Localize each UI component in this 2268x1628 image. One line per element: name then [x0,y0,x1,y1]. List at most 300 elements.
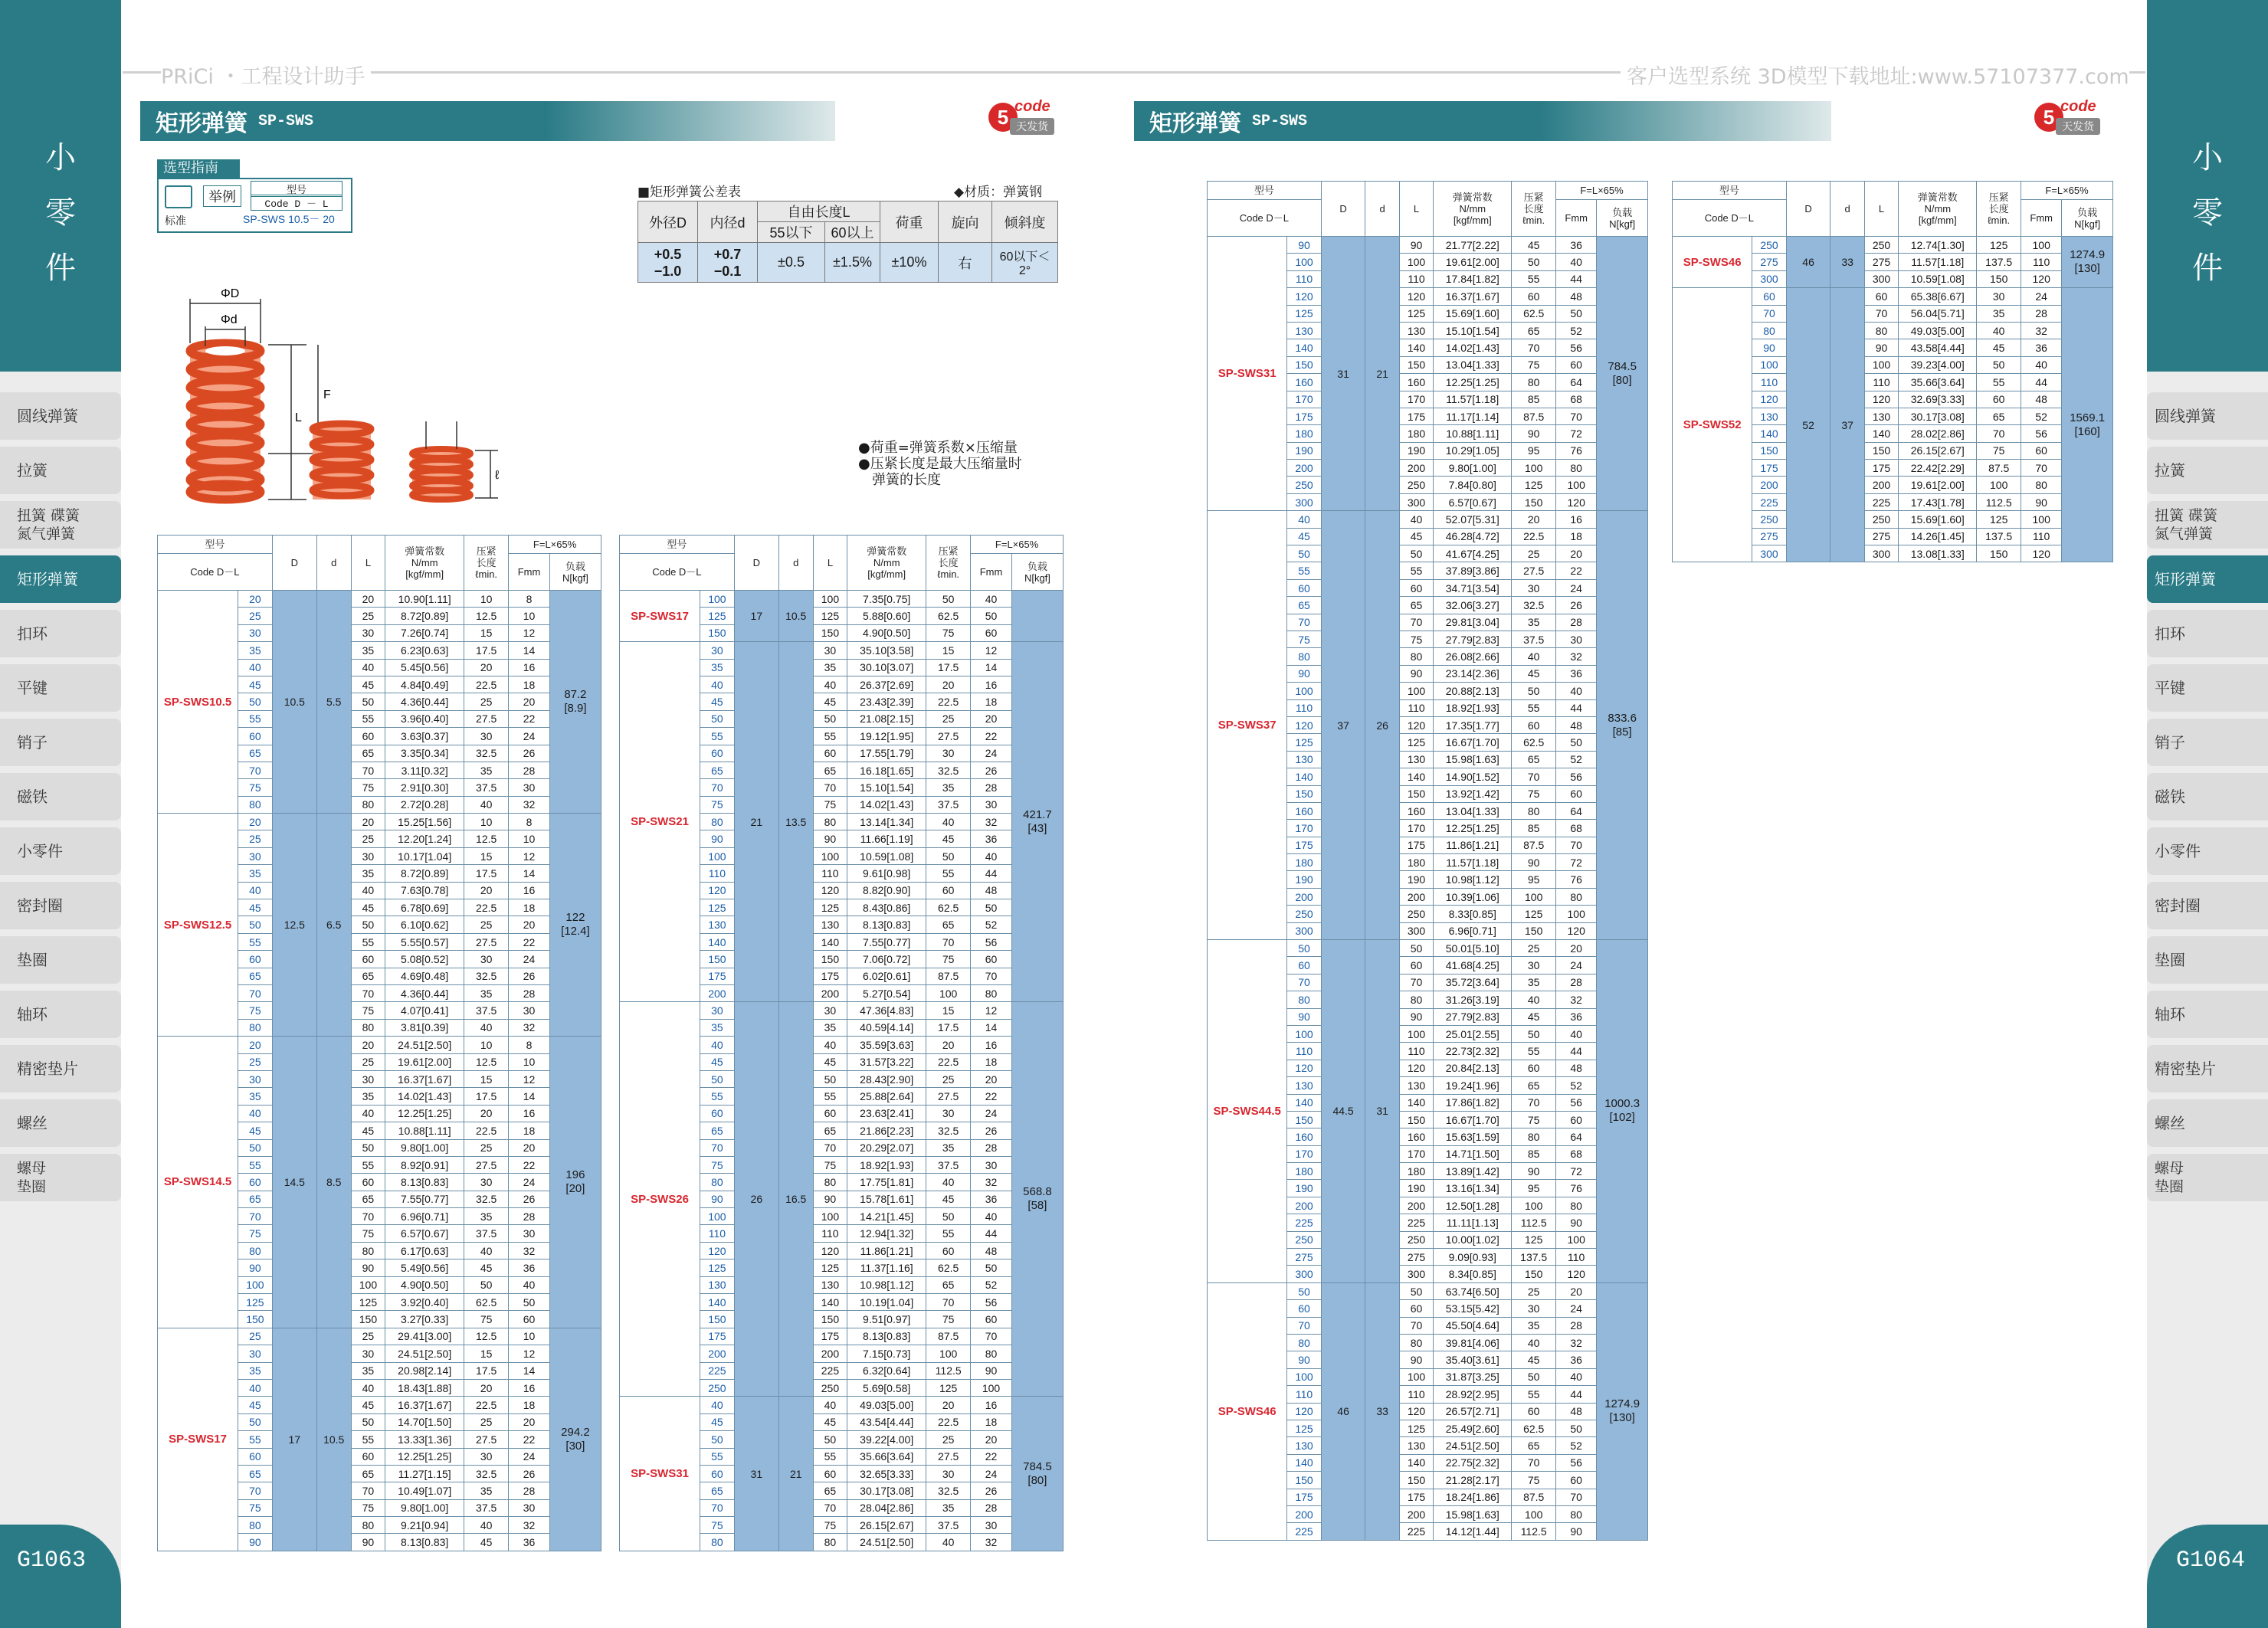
free-length: 250 [1864,237,1898,254]
free-length: 300 [1399,1266,1433,1282]
free-length: 45 [813,693,847,710]
solid-length: 50 [1977,356,2021,373]
col-Fmm: Fmm [1556,200,1597,237]
spring-constant: 20.88[2.13] [1434,683,1512,699]
left-sidebar-header [0,0,121,372]
spring-constant: 6.02[0.61] [847,968,926,984]
spring-constant: 15.69[1.60] [1434,305,1512,322]
code-length: 275 [1752,254,1786,270]
free-length: 45 [351,1397,385,1413]
code-length: 140 [1287,1094,1321,1111]
solid-length: 112.5 [926,1362,971,1379]
free-length: 140 [813,933,847,950]
free-length: 300 [1864,545,1898,562]
solid-length: 25 [926,1431,971,1448]
spring-constant: 35.59[3.63] [847,1037,926,1053]
solid-length: 55 [1977,374,2021,391]
deflection: 56 [1556,1094,1597,1111]
sidebar-item[interactable]: 矩形弹簧 [0,555,121,603]
deflection: 48 [971,882,1012,899]
solid-length: 27.5 [464,710,509,727]
free-length: 225 [1399,1523,1433,1540]
deflection: 30 [509,779,550,796]
deflection: 36 [1556,1008,1597,1025]
sidebar-item[interactable]: 磁铁 [2147,773,2268,821]
solid-length: 40 [926,1174,971,1191]
spring-constant: 14.26[1.45] [1899,528,1977,545]
solid-length: 22.5 [926,693,971,710]
free-length: 300 [1399,922,1433,939]
deflection: 48 [2021,391,2062,408]
code-length: 125 [700,899,735,916]
code-length: 225 [1287,1523,1321,1540]
code-length: 150 [1287,356,1321,373]
deflection: 22 [509,1431,550,1448]
spring-constant: 7.26[0.74] [385,624,464,641]
sidebar-item[interactable]: 扭簧 碟簧 氮气弹簧 [0,501,121,549]
code-length: 60 [1287,579,1321,596]
col-code: Code D－L [1673,200,1787,237]
deflection: 80 [971,984,1012,1001]
spring-constant: 10.88[1.11] [385,1122,464,1139]
spring-constant: 9.21[0.94] [385,1517,464,1534]
code-length: 120 [700,882,735,899]
deflection: 36 [1556,665,1597,682]
solid-length: 17.5 [464,865,509,882]
deflection: 20 [509,693,550,710]
svg-text:ΦD: ΦD [221,287,240,300]
deflection: 76 [1556,442,1597,459]
free-length: 40 [351,659,385,676]
deflection: 64 [1556,374,1597,391]
sidebar-item[interactable]: 小零件 [2147,827,2268,875]
col-D: D [272,536,316,591]
sidebar-item[interactable]: 扣环 [2147,610,2268,657]
spring-constant: 3.92[0.40] [385,1294,464,1311]
code-length: 150 [1752,442,1786,459]
solid-length: 70 [1512,339,1556,356]
code-length: 70 [700,1499,735,1516]
spring-constant: 63.74[6.50] [1434,1282,1512,1299]
code-length: 55 [238,1156,273,1173]
spring-constant: 6.10[0.62] [385,916,464,933]
free-length: 30 [351,1345,385,1362]
code-length: 200 [1752,477,1786,493]
free-length: 170 [1399,391,1433,408]
deflection: 24 [1556,1300,1597,1317]
spring-constant: 16.67[1.70] [1434,734,1512,751]
deflection: 52 [1556,751,1597,768]
free-length: 80 [1399,1335,1433,1351]
solid-length: 37.5 [926,1517,971,1534]
deflection: 32 [1556,991,1597,1008]
free-length: 70 [1864,305,1898,322]
solid-length: 32.5 [464,1465,509,1482]
deflection: 24 [509,1174,550,1191]
code-length: 150 [1287,1111,1321,1128]
sidebar-item[interactable]: 销子 [2147,719,2268,766]
code-length: 30 [700,642,735,659]
sidebar-item[interactable]: 拉簧 [0,447,121,494]
code-length: 60 [238,951,273,968]
sidebar-item[interactable]: 垫圈 [0,936,121,984]
solid-length: 22.5 [926,1053,971,1070]
spring-constant: 2.91[0.30] [385,779,464,796]
free-length: 130 [813,1276,847,1293]
deflection: 30 [509,1225,550,1242]
sidebar-item[interactable]: 精密垫片 [2147,1045,2268,1092]
solid-length: 150 [1512,922,1556,939]
solid-length: 20 [464,1379,509,1396]
solid-length: 90 [1512,854,1556,871]
spring-constant: 17.86[1.82] [1434,1094,1512,1111]
solid-length: 20 [926,1037,971,1053]
free-length: 130 [1399,1077,1433,1094]
code-length: 300 [1287,1266,1321,1282]
deflection: 16 [509,882,550,899]
free-length: 275 [1864,528,1898,545]
free-length: 110 [1399,1043,1433,1060]
free-length: 150 [1399,1472,1433,1489]
sidebar-item[interactable]: 圆线弹簧 [2147,392,2268,440]
spring-constant: 50.01[5.10] [1434,940,1512,957]
code-length: 60 [1287,1300,1321,1317]
code-length: 75 [700,796,735,813]
col-Fmm: Fmm [971,554,1012,591]
spring-constant: 18.92[1.93] [1434,699,1512,716]
deflection: 32 [971,1174,1012,1191]
code-length: 25 [238,1328,273,1345]
spring-constant: 12.25[1.25] [385,1105,464,1122]
model-code: SP-SWS12.5 [158,814,238,1037]
code-length: 80 [238,1517,273,1534]
solid-length: 10 [464,1037,509,1053]
solid-length: 35 [926,1139,971,1156]
solid-length: 45 [926,1191,971,1207]
code-length: 45 [700,1413,735,1430]
deflection: 20 [1556,545,1597,562]
deflection: 56 [1556,768,1597,785]
outer-diameter: 37 [1321,511,1365,940]
solid-length: 60 [1512,1403,1556,1420]
outer-diameter: 17 [734,591,778,642]
code-length: 170 [1287,391,1321,408]
code-length: 250 [1752,511,1786,528]
deflection: 76 [1556,871,1597,888]
solid-length: 30 [464,951,509,968]
sidebar-item[interactable]: 平键 [0,664,121,712]
deflection: 80 [1556,888,1597,905]
free-length: 175 [1399,837,1433,853]
deflection: 16 [1556,511,1597,528]
outer-diameter: 44.5 [1321,940,1365,1283]
spring-constant: 4.36[0.44] [385,984,464,1001]
inner-diameter: 31 [1365,940,1399,1283]
solid-length: 75 [926,1311,971,1328]
free-length: 100 [1864,356,1898,373]
code-length: 25 [238,1053,273,1070]
sidebar-item[interactable]: 精密垫片 [0,1045,121,1092]
solid-length: 27.5 [464,1156,509,1173]
deflection: 24 [2021,288,2062,305]
deflection: 52 [2021,408,2062,424]
spring-constant: 3.35[0.34] [385,745,464,762]
spring-constant: 5.55[0.57] [385,933,464,950]
free-length: 75 [1399,631,1433,647]
table-row [620,642,1064,659]
code-length: 30 [238,847,273,864]
spring-constant: 26.37[2.69] [847,676,926,693]
code-length: 40 [238,1379,273,1396]
free-length: 25 [351,1328,385,1345]
free-length: 130 [1399,751,1433,768]
sidebar-item[interactable]: 垫圈 [2147,936,2268,984]
free-length: 190 [1399,871,1433,888]
code-length: 190 [1287,442,1321,459]
code-length: 55 [1287,562,1321,579]
spring-constant: 37.89[3.86] [1434,562,1512,579]
left-sidebar [0,0,121,1628]
deflection: 18 [509,1397,550,1413]
deflection: 22 [1556,562,1597,579]
sidebar-item[interactable]: 密封圈 [0,882,121,929]
solid-length: 75 [1512,1472,1556,1489]
guide-type-label: 型号 [251,181,342,197]
code-length: 120 [1287,1060,1321,1076]
inner-diameter: 10.5 [316,1328,351,1551]
col-load: 负载 N[kgf] [1597,200,1648,237]
deflection: 60 [971,1311,1012,1328]
deflection: 60 [1556,1472,1597,1489]
free-length: 25 [351,1053,385,1070]
deflection: 120 [1556,922,1597,939]
free-length: 90 [351,1534,385,1551]
deflection: 40 [1556,1025,1597,1042]
sidebar-item[interactable]: 磁铁 [0,773,121,821]
spring-constant: 22.73[2.32] [1434,1043,1512,1060]
solid-length: 65 [1512,1437,1556,1454]
free-length: 35 [813,1019,847,1036]
solid-length: 87.5 [1512,408,1556,424]
spring-constant: 12.25[1.25] [385,1448,464,1465]
spring-constant: 9.80[1.00] [385,1139,464,1156]
free-length: 40 [813,1397,847,1413]
spring-constant: 4.84[0.49] [385,676,464,693]
col-L: L [813,536,847,591]
code-length: 170 [1287,1145,1321,1162]
model-code: SP-SWS17 [158,1328,238,1551]
deflection: 24 [971,1105,1012,1122]
deflection: 26 [509,1191,550,1207]
free-length: 80 [813,814,847,830]
deflection: 22 [509,1156,550,1173]
sidebar-item[interactable]: 密封圈 [2147,882,2268,929]
solid-length: 150 [1977,545,2021,562]
sidebar-item[interactable]: 螺母 垫圈 [2147,1154,2268,1201]
code-length: 160 [1287,374,1321,391]
spring-constant: 10.49[1.07] [385,1482,464,1499]
free-length: 275 [1399,1249,1433,1266]
max-load: 421.7 [43] [1011,642,1063,1002]
solid-length: 125 [1977,511,2021,528]
code-length: 130 [700,916,735,933]
solid-length: 62.5 [926,608,971,624]
deflection: 60 [2021,442,2062,459]
spring-constant: 10.59[1.08] [847,847,926,864]
solid-length: 75 [1977,442,2021,459]
code-length: 125 [1287,734,1321,751]
spring-constant: 43.58[4.44] [1899,339,1977,356]
spring-constant: 19.24[1.96] [1434,1077,1512,1094]
code-length: 100 [1287,1025,1321,1042]
right-sidebar-nav [2147,392,2268,1208]
sidebar-item[interactable]: 螺丝 [2147,1099,2268,1147]
code-length: 160 [1287,802,1321,819]
code-length: 70 [1287,1317,1321,1334]
sidebar-item[interactable]: 拉簧 [2147,447,2268,494]
deflection: 100 [1556,906,1597,922]
deflection: 90 [971,1362,1012,1379]
spec-table [619,535,1064,1551]
free-length: 160 [1399,1128,1433,1145]
spring-constant: 35.72[3.64] [1434,974,1512,991]
free-length: 100 [1399,1368,1433,1385]
spring-constant: 8.72[0.89] [385,865,464,882]
sidebar-item[interactable]: 螺母 垫圈 [0,1154,121,1201]
solid-length: 125 [1512,906,1556,922]
spring-constant: 24.51[2.50] [847,1534,926,1551]
free-length: 50 [813,710,847,727]
solid-length: 137.5 [1512,1249,1556,1266]
sidebar-item[interactable]: 螺丝 [0,1099,121,1147]
code-length: 60 [700,1465,735,1482]
free-length: 30 [351,847,385,864]
free-length: 45 [813,1053,847,1070]
code-length: 225 [1752,493,1786,510]
code-length: 200 [700,984,735,1001]
solid-length: 27.5 [464,1431,509,1448]
spring-constant: 15.78[1.61] [847,1191,926,1207]
free-length: 90 [1399,237,1433,254]
code-length: 90 [700,1191,735,1207]
free-length: 150 [813,624,847,641]
spring-constant: 17.84[1.82] [1434,270,1512,287]
solid-length: 87.5 [1512,837,1556,853]
deflection: 52 [971,1276,1012,1293]
spring-constant: 39.22[4.00] [847,1431,926,1448]
free-length: 90 [351,1259,385,1276]
inner-diameter: 21 [1365,237,1399,511]
sidebar-item[interactable]: 轴环 [2147,991,2268,1038]
max-load: 87.2 [8.9] [549,591,601,814]
solid-length: 85 [1512,1145,1556,1162]
deflection: 48 [971,1242,1012,1259]
solid-length: 80 [1512,802,1556,819]
deflection: 14 [509,865,550,882]
code-length: 65 [1287,597,1321,614]
solid-length: 40 [1512,1335,1556,1351]
solid-length: 15 [464,847,509,864]
sidebar-item[interactable]: 轴环 [0,991,121,1038]
solid-length: 15 [464,1345,509,1362]
solid-length: 75 [464,1311,509,1328]
code-length: 45 [238,676,273,693]
solid-length: 25 [464,916,509,933]
solid-length: 112.5 [1977,493,2021,510]
sidebar-item[interactable]: 扣环 [0,610,121,657]
spring-constant: 35.10[3.58] [847,642,926,659]
deflection: 60 [971,624,1012,641]
sidebar-item[interactable]: 扭簧 碟簧 氮气弹簧 [2147,501,2268,549]
solid-length: 15 [464,624,509,641]
spring-constant: 19.61[2.00] [385,1053,464,1070]
code-length: 200 [1287,460,1321,477]
deflection: 26 [1556,597,1597,614]
sidebar-item[interactable]: 圆线弹簧 [0,392,121,440]
spring-constant: 28.92[2.95] [1434,1386,1512,1403]
code-length: 100 [238,1276,273,1293]
deflection: 70 [1556,1489,1597,1505]
deflection: 28 [2021,305,2062,322]
spring-constant: 6.17[0.63] [385,1242,464,1259]
svg-text:Φd: Φd [221,313,238,326]
sidebar-item[interactable]: 平键 [2147,664,2268,712]
outer-diameter: 14.5 [272,1037,316,1328]
max-load: 196 [20] [549,1037,601,1328]
spring-constant: 8.13[0.83] [847,916,926,933]
guide-standard-label: 标准 [165,215,186,227]
deflection: 18 [509,899,550,916]
inner-diameter: 16.5 [778,1002,813,1397]
spring-constant: 10.19[1.04] [847,1294,926,1311]
col-L: L [351,536,385,591]
free-length: 250 [1399,477,1433,493]
spring-constant: 5.69[0.58] [847,1379,926,1396]
sidebar-item[interactable]: 销子 [0,719,121,766]
deflection: 36 [971,830,1012,847]
deflection: 30 [1556,631,1597,647]
col-type: 型号 [620,536,735,554]
code-length: 60 [700,1105,735,1122]
deflection: 12 [509,1070,550,1087]
free-length: 60 [351,1448,385,1465]
free-length: 80 [351,1019,385,1036]
sidebar-item[interactable]: 小零件 [0,827,121,875]
code-length: 80 [1287,648,1321,665]
spring-constant: 10.98[1.12] [847,1276,926,1293]
col-solid: 压紧 长度 ℓmin. [926,536,971,591]
solid-length: 20 [926,676,971,693]
spring-constant: 17.75[1.81] [847,1174,926,1191]
solid-length: 35 [926,779,971,796]
spring-constant: 46.28[4.72] [1434,528,1512,545]
spring-constant: 11.86[1.21] [847,1242,926,1259]
free-length: 200 [1399,888,1433,905]
deflection: 28 [1556,1317,1597,1334]
spring-constant: 65.38[6.67] [1899,288,1977,305]
table-row [1208,511,1648,528]
free-length: 30 [813,642,847,659]
model-code: SP-SWS46 [1673,237,1752,288]
sidebar-item[interactable]: 矩形弹簧 [2147,555,2268,603]
code-length: 100 [1287,1368,1321,1385]
code-length: 75 [238,779,273,796]
spring-constant: 16.37[1.67] [385,1397,464,1413]
spring-constant: 29.41[3.00] [385,1328,464,1345]
solid-length: 40 [1977,322,2021,339]
col-d: d [316,536,351,591]
free-length: 45 [813,1413,847,1430]
